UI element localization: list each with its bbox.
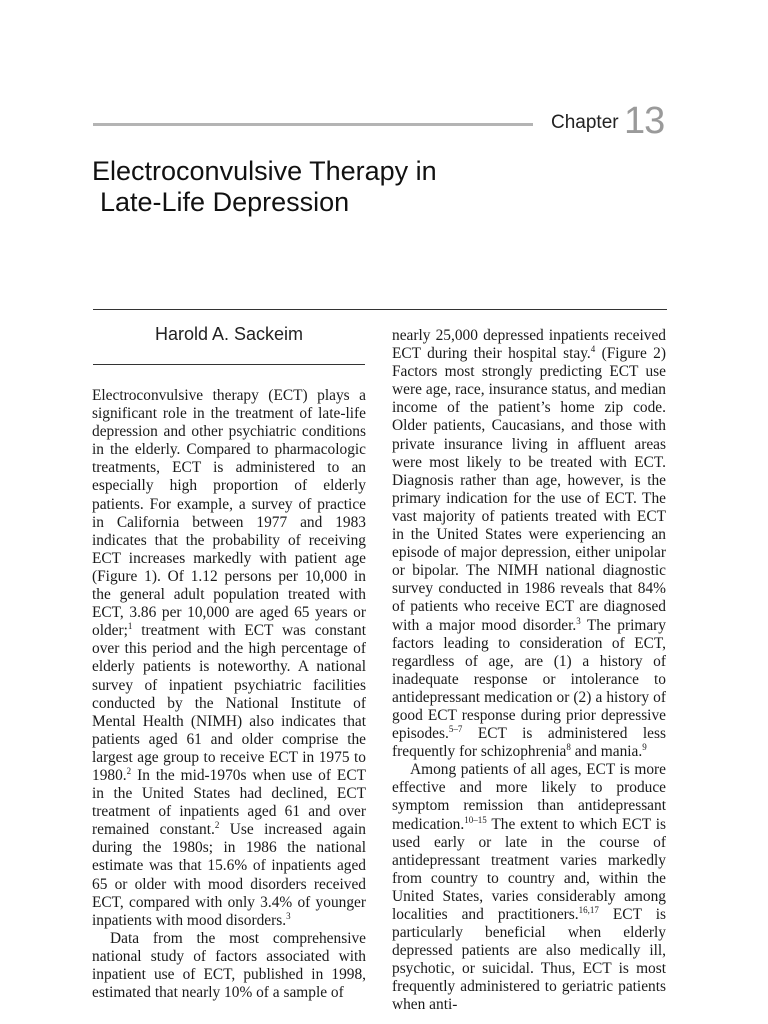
citation: 10–15 [464,814,487,825]
chapter-number: 13 [624,100,665,142]
paragraph [392,761,666,1014]
text-run: (Figure 2) Factors most strongly predicting ECT use were age, race, insurance status, and median income of the patient’s home zip code. Older patients, Caucasians, and those with private insurance living in affluent areas were most likely to be treated with ECT. Diagnosis rather than age, however, is the primary indication for the use of ECT. The vast majority of patients treated with ECT in the United States were experiencing an episode of major depression, either unipolar or bipolar. The NIMH national diagnostic survey conducted in 1986 reveals that 84% of patients who receive ECT are diagnosed with a major mood disorder. [392,345,666,634]
text-run: Use increased again during the 1980s; in 1986 the national estimate was that 15.6% of inpatients aged 65 or older with mood disorders received ECT, compared with only 3.4% of younger inpatients with mood disorders. [92,821,366,929]
text-run: Among patients of all ages, ECT is more effective and more likely to produce symptom remission than antidepressant medication. [392,761,666,833]
title-line-1: Electroconvulsive Therapy in [92,156,437,186]
paragraph [392,327,666,761]
citation: 8 [566,742,571,753]
text-run: nearly 25,000 depressed inpatients received ECT during their hospital stay. [392,327,666,363]
text-run: In the mid-1970s when use of ECT in the United States had declined, ECT treatment of inpatients aged 61 and over remained constant. [92,766,366,839]
citation: 2 [126,765,132,776]
title-divider [93,309,667,310]
text-run: ECT is particularly beneficial when elderly depressed patients are also medically ill, psychotic, or suicidal. Thus, ECT is most frequently administered to geriatric patients when anti- [392,906,666,1014]
title-line-2: Late-Life Depression [100,187,350,217]
citation: 3 [576,615,581,626]
text-run: and mania. [570,743,643,761]
citation: 5–7 [448,723,463,734]
text-run: treatment with ECT was constant over this period and the high percentage of elderly patients is noteworthy. A national survey of inpatient psychiatric facilities conducted by the National Institute of Mental Health (NIMH) also indicates that patients aged 61 and older comprise the largest age group to receive ECT in 1975 to 1980. [92,622,366,784]
citation: 1 [127,621,133,632]
citation: 9 [642,742,647,753]
chapter-label: Chapter [551,112,619,133]
text-run: The extent to which ECT is used early or late in the course of antidepressant treatment varies markedly from country to country and, within the United States, varies considerably among localities and practitioners. [392,815,666,923]
citation: 3 [286,910,291,921]
author-name: Harold A. Sackeim [154,324,304,344]
paragraph: Data from the most comprehensive national study of factors associated with inpatient use of ECT, published in 1998, estimated that nearly 10% of a sample of [92,929,366,1002]
text-run: Electroconvulsive therapy (ECT) plays a significant role in the treatment of late-life depression and other psychiatric conditions in the elderly. Compared to pharmacologic treatments, ECT is administered to an especially high proportion of elderly patients. For example, a survey of practice in California between 1977 and 1983 indicates that the probability of receiving ECT increases markedly with patient age (Figure 1). Of 1.12 persons per 10,000 in the general adult population treated with ECT, 3.86 per 10,000 are aged 65 years or older; [92,387,366,640]
text-run: The primary factors leading to consideration of ECT, regardless of age, are (1) a history of inadequate response or intolerance to antidepressant medication or (2) a history of good ECT response during prior depressive episodes. [392,616,666,743]
citation: 4 [590,343,596,354]
left-column [92,387,366,1002]
paragraph [92,387,366,930]
citation: 2 [214,820,220,831]
text-run: ECT is administered less frequently for schizophrenia [392,725,666,761]
chapter-rule [93,123,533,126]
author-divider [93,364,365,365]
citation: 16,17 [578,904,599,915]
chapter-title [92,156,437,218]
right-column [392,327,666,1015]
